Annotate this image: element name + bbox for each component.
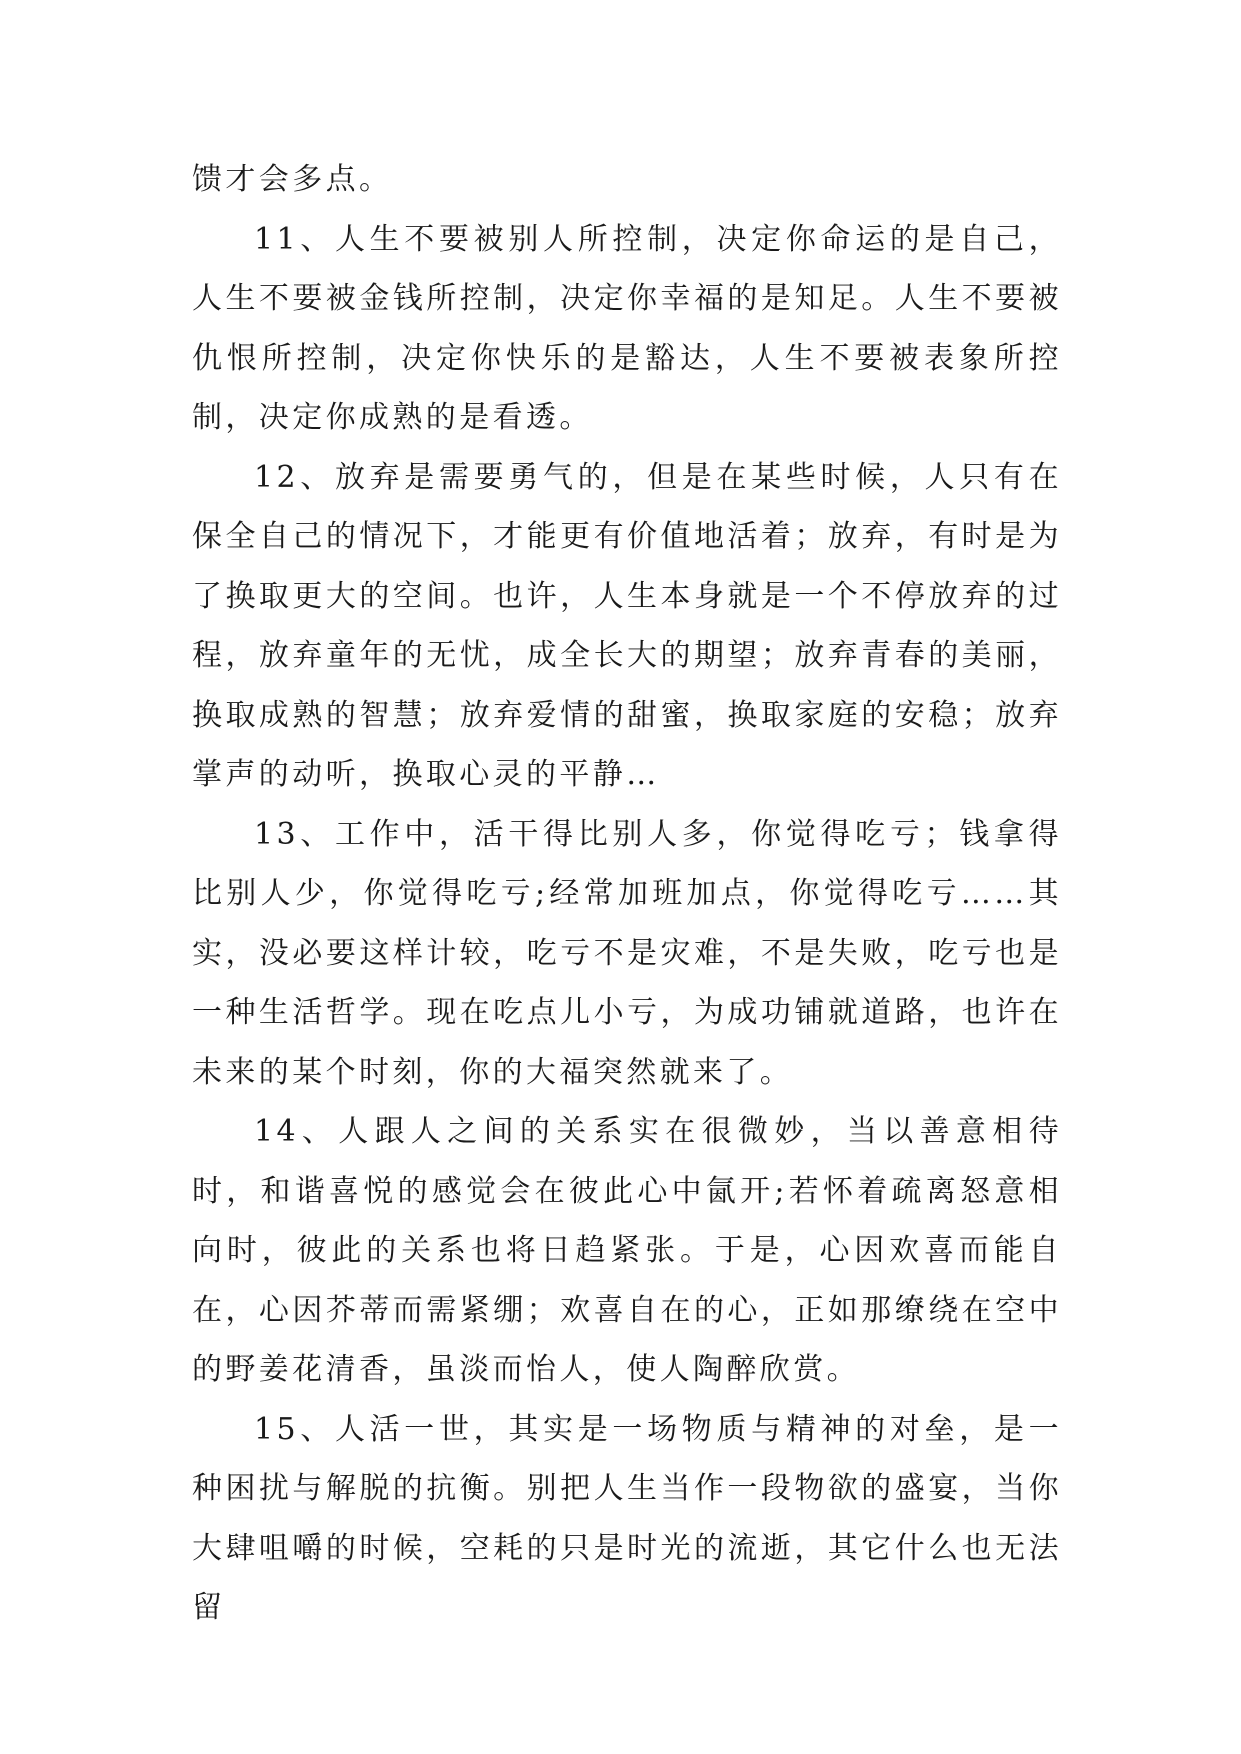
- paragraph-continuation: 馈才会多点。: [192, 162, 393, 197]
- document-body: [192, 150, 1062, 1638]
- paragraph-11: 11、人生不要被别人所控制，决定你命运的是自己，人生不要被金钱所控制，决定你幸福的是知足。人生不要被仇恨所控制，决定你快乐的是豁达，人生不要被表象所控制，决定你成熟的是看透。: [192, 221, 1062, 435]
- paragraph-13: 13、工作中，活干得比别人多，你觉得吃亏；钱拿得比别人少，你觉得吃亏;经常加班加点，你觉得吃亏……其实，没必要这样计较，吃亏不是灾难，不是失败，吃亏也是一种生活哲学。现在吃点儿小亏，为成功铺就道路，也许在未来的某个时刻，你的大福突然就来了。: [192, 816, 1062, 1090]
- paragraph-12: 12、放弃是需要勇气的，但是在某些时候，人只有在保全自己的情况下，才能更有价值地活着；放弃，有时是为了换取更大的空间。也许，人生本身就是一个不停放弃的过程，放弃童年的无忧，成全长大的期望；放弃青春的美丽，换取成熟的智慧；放弃爱情的甜蜜，换取家庭的安稳；放弃掌声的动听，换取心灵的平静…: [192, 459, 1062, 792]
- paragraph-14: 14、人跟人之间的关系实在很微妙，当以善意相待时，和谐喜悦的感觉会在彼此心中氤开;若怀着疏离怒意相向时，彼此的关系也将日趋紧张。于是，心因欢喜而能自在，心因芥蒂而需紧绷；欢喜自在的心，正如那缭绕在空中的野姜花清香，虽淡而怡人，使人陶醉欣赏。: [192, 1114, 1062, 1387]
- paragraph-15: 15、人活一世，其实是一场物质与精神的对垒，是一种困扰与解脱的抗衡。别把人生当作一段物欲的盛宴，当你大肆咀嚼的时候，空耗的只是时光的流逝，其它什么也无法留: [192, 1411, 1062, 1625]
